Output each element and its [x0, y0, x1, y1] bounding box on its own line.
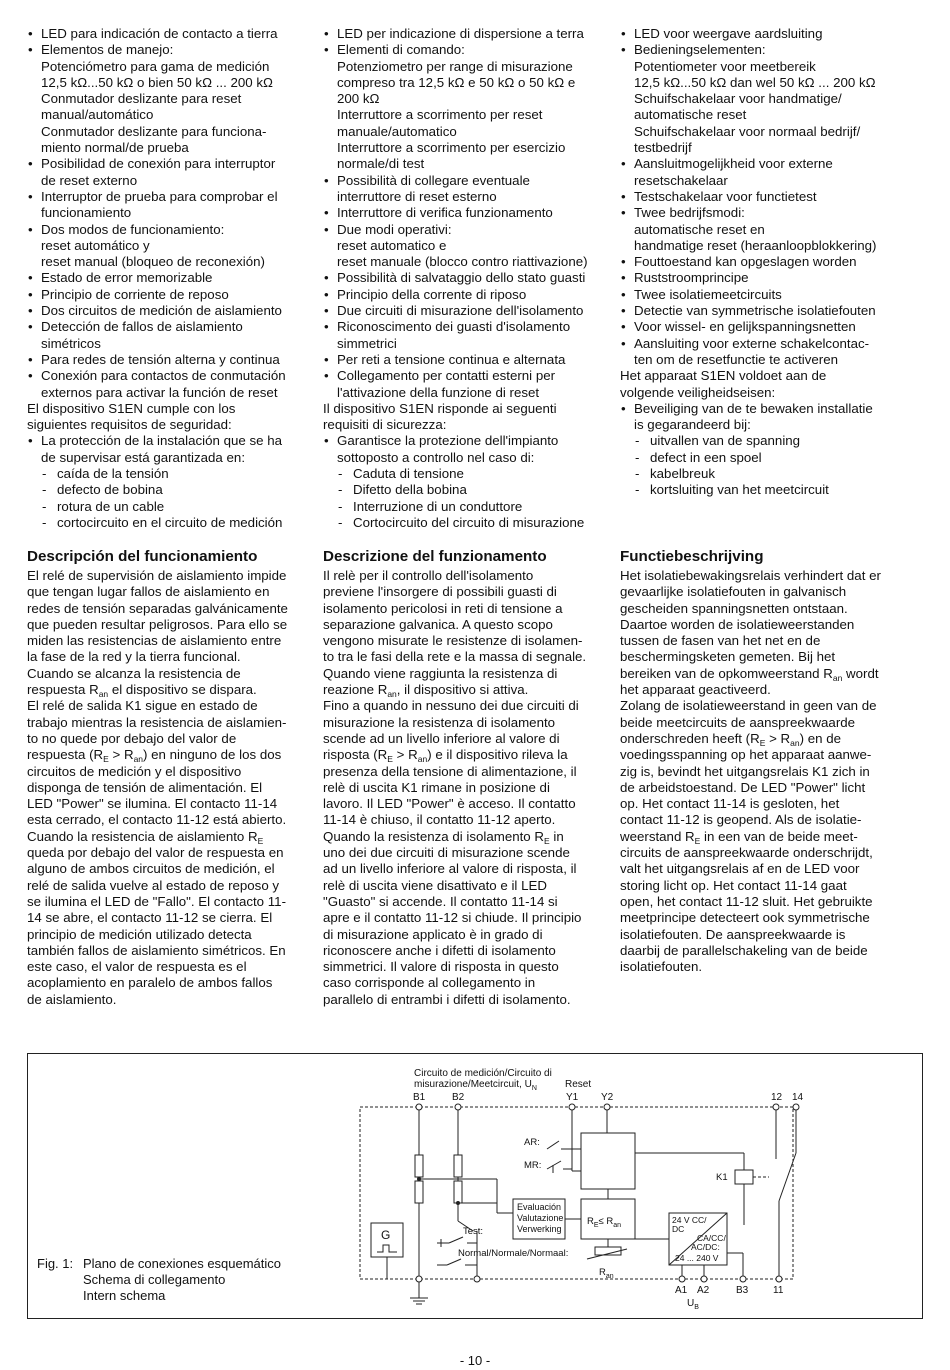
ar-label: AR: — [524, 1137, 540, 1148]
text-line: handmatige reset (heraanloopblokkering) — [634, 237, 877, 253]
text-line: - caída de la tensión — [57, 466, 169, 482]
text-line: • Due modi operativi: — [337, 221, 452, 237]
terminal-b3: B3 — [736, 1285, 749, 1296]
text-line: automatische reset en — [634, 221, 765, 237]
feature-bullet — [27, 42, 305, 156]
terminal-a1: A1 — [675, 1285, 688, 1296]
text-line: 12,5 kΩ...50 kΩ o bien 50 kΩ ... 200 kΩ — [41, 74, 273, 90]
heading-it: Descrizione del funzionamento — [323, 548, 547, 565]
text-line: • Possibilità di salvataggio dello stato guasti — [337, 270, 586, 286]
feature-bullet — [620, 254, 898, 270]
text-line: • Garantisce la protezione dell'impianto — [337, 433, 559, 449]
text-line: • Aansluitmogelijkheid voor externe — [634, 156, 833, 172]
feature-bullet — [620, 303, 898, 319]
text-line: l'attivazione della funzione di reset — [337, 384, 540, 400]
text-line: • Twee bedrijfsmodi: — [634, 205, 745, 221]
feature-bullet — [27, 222, 305, 271]
feature-bullet — [620, 270, 898, 286]
test-label: Test: — [463, 1226, 484, 1237]
psu-ac-label: 24 ... 240 V — [675, 1253, 719, 1263]
text-line: manuale/automatico — [337, 123, 457, 139]
text-line: • Per reti a tensione continua e alternata — [337, 351, 566, 367]
feature-bullet — [620, 156, 898, 189]
text-line: • LED per indicazione di dispersione a terra — [337, 26, 584, 41]
text-line: Schuifschakelaar voor normaal bedrijf/ — [634, 123, 861, 139]
text-line: • Para redes de tensión alterna y continua — [41, 351, 280, 367]
text-line: - kabelbreuk — [650, 466, 716, 482]
text-line: - Caduta di tensione — [353, 466, 464, 482]
text-line: Het apparaat S1EN voldoet aan de — [620, 368, 827, 384]
feature-bullet — [323, 319, 601, 352]
text-line: de supervisar está garantizada en: — [41, 449, 246, 465]
wiring-diagram — [27, 1053, 923, 1319]
reset-label: Reset — [565, 1079, 592, 1090]
requirement-dash-item — [620, 433, 898, 449]
text-line: resetschakelaar — [634, 172, 728, 188]
generator-label: G — [381, 1228, 391, 1242]
text-line: requisiti di sicurezza: — [323, 417, 447, 433]
text-line: sottoposto a controllo nel caso di: — [337, 449, 535, 465]
requirement-dash-item — [27, 499, 305, 515]
feature-bullet — [27, 303, 305, 319]
text-line: reset manuale (blocco contro riattivazione) — [337, 254, 588, 270]
measuring-circuit-label: Circuito de medición/Circuito di — [414, 1068, 552, 1079]
feature-bullet — [323, 222, 601, 271]
feature-bullet — [323, 433, 601, 466]
text-line: testbedrijf — [634, 140, 692, 156]
text-line: - Interruzione di un conduttore — [353, 498, 523, 514]
feature-bullet — [323, 303, 601, 319]
feature-bullet — [27, 433, 305, 466]
requirement-dash-item — [323, 482, 601, 498]
text-line: reset manual (bloqueo de reconexión) — [41, 254, 265, 270]
text-line: • Bedieningselementen: — [634, 42, 766, 58]
text-line: - cortocircuito en el circuito de medición — [57, 514, 283, 530]
description-es: El relé de supervisión de aislamiento impide que tengan lugar fallos de aislamiento en redes de tensión separadas galvánicamente que pueden resultar peligrosos. Para ello se miden las resistencias de aislamiento entre la fase de la red y la tierra funcional. Cuando se alcanza la resistencia de respuesta $R_{an}$ el dispositivo se dispara. El relé de salida K1 sigue en estado de trabajo mientras la resistencia de aislamien- to no quede por debajo del valor de respuesta $(R_E > R_{an})$ en ninguno de los dos circuitos de medición y el dispositivo disponga de tensión de alimentación. El LED "Power" se ilumina. El contacto 11-14 esta cerrado, el contacto 11-12 está abierto. Cuando la resistencia de aislamiento $R_E$ queda por debajo del valor de respuesta en alguno de ambos circuitos de medición, el relé de salida vuelve al estado de reposo y se ilumina el LED de "Fallo". El contacto 11- 14 se abre, el contacto 11-12 se cierra. El principio de medición utilizado detecta también fallos de aislamiento simétricos. En este caso, el valor de respuesta es el acoplamiento en paralelo de ambos fallos de aislamiento. — [27, 568, 288, 1007]
k1-coil — [735, 1170, 753, 1184]
text-line: is gegarandeerd bij: — [634, 417, 751, 433]
terminal-b2: B2 — [452, 1092, 465, 1103]
evaluation-label: Evaluación — [517, 1202, 562, 1212]
feature-text — [27, 401, 305, 434]
text-line: - kortsluiting van het meetcircuit — [650, 482, 829, 498]
terminal-11: 11 — [773, 1285, 784, 1296]
feature-bullet — [323, 270, 601, 286]
text-line: Il dispositivo S1EN risponde ai seguenti — [323, 400, 557, 416]
text-line: Conmutador deslizante para funciona- — [41, 123, 267, 139]
feature-bullet — [323, 352, 601, 368]
feature-bullet — [323, 173, 601, 206]
feature-bullet — [620, 336, 898, 369]
feature-bullet — [27, 368, 305, 401]
feature-bullet — [323, 26, 601, 42]
text-line: Potenciómetro para gama de medición — [41, 58, 270, 74]
normal-label: Normal/Normale/Normaal: — [458, 1248, 569, 1259]
text-line: El dispositivo S1EN cumple con los — [27, 400, 236, 416]
feature-bullet — [620, 26, 898, 42]
text-line: Potentiometer voor meetbereik — [634, 58, 816, 74]
text-line: • Ruststroomprincipe — [634, 270, 749, 286]
feature-bullet — [27, 270, 305, 286]
requirement-dash-item — [27, 515, 305, 531]
text-line: • Collegamento per contatti esterni per — [337, 368, 556, 384]
text-line: • La protección de la instalación que se ha — [41, 433, 282, 449]
text-line: ten om de resetfunctie te activeren — [634, 351, 838, 367]
text-line: • Conexión para contactos de conmutación — [41, 368, 286, 384]
ran-label: $R_{an}$ — [599, 1267, 614, 1280]
text-line: Schuifschakelaar voor handmatige/ — [634, 91, 842, 107]
feature-text — [620, 368, 898, 401]
text-line: • Possibilità di collegare eventuale — [337, 172, 530, 188]
psu-dc-label: DC — [672, 1224, 685, 1234]
figure-caption-line: Schema di collegamento — [83, 1272, 226, 1287]
text-line: • Interruttore di verifica funzionamento — [337, 205, 553, 221]
heading-es: Descripción del funcionamiento — [27, 548, 258, 565]
psu-ac-label: AC/DC: — [691, 1242, 720, 1252]
text-line: • Twee isolatiemeetcircuits — [634, 286, 782, 302]
terminal-b1: B1 — [413, 1092, 426, 1103]
text-line: • Aansluiting voor externe schakelcontac- — [634, 335, 870, 351]
feature-bullet — [27, 352, 305, 368]
figure-caption-label: Fig. 1: — [37, 1256, 74, 1271]
text-line: Potenziometro per range di misurazione — [337, 58, 573, 74]
text-line: • Fouttoestand kan opgeslagen worden — [634, 254, 857, 270]
psu-dc-label: 24 V CC/ — [672, 1215, 707, 1225]
text-line: volgende veiligheidseisen: — [620, 384, 776, 400]
feature-bullet — [620, 205, 898, 254]
text-line: • Interruptor de prueba para comprobar el — [41, 188, 278, 204]
ub-label: $U_B$ — [687, 1298, 699, 1311]
terminal-12: 12 — [771, 1092, 783, 1103]
text-line: • Detección de fallos de aislamiento — [41, 319, 243, 335]
psu-ac-label: CA/CC/ — [697, 1233, 726, 1243]
text-line: - rotura de un cable — [57, 498, 165, 514]
text-line: • LED para indicación de contacto a tierra — [41, 26, 278, 41]
feature-bullet — [620, 401, 898, 434]
text-line: - defect in een spoel — [650, 449, 762, 465]
k1-label: K1 — [716, 1172, 728, 1183]
figure-caption-line: Intern schema — [83, 1288, 166, 1303]
text-line: • Estado de error memorizable — [41, 270, 213, 286]
requirement-dash-item — [323, 499, 601, 515]
mr-label: MR: — [524, 1160, 542, 1171]
text-line: simétricos — [41, 335, 101, 351]
text-line: interruttore di reset esterno — [337, 188, 497, 204]
text-line: reset automatico e — [337, 237, 447, 253]
text-line: • Detectie van symmetrische isolatiefouten — [634, 303, 876, 319]
figure-caption-line: Plano de conexiones esquemático — [83, 1256, 282, 1271]
page-number: - 10 - — [459, 1353, 491, 1368]
text-line: - defecto de bobina — [57, 482, 163, 498]
text-line: 12,5 kΩ...50 kΩ dan wel 50 kΩ ... 200 kΩ — [634, 74, 876, 90]
terminal-a2: A2 — [697, 1285, 710, 1296]
text-line: reset automático y — [41, 237, 150, 253]
terminal-14: 14 — [792, 1092, 804, 1103]
b1-branch — [415, 1110, 423, 1279]
text-line: • Dos circuitos de medición de aislamiento — [41, 303, 282, 319]
text-line: 200 kΩ — [337, 91, 380, 107]
text-line: normale/di test — [337, 156, 425, 172]
feature-bullet — [620, 42, 898, 156]
requirement-dash-item — [323, 515, 601, 531]
text-line: • Voor wissel- en gelijkspanningsnetten — [634, 319, 856, 335]
text-line: manual/automático — [41, 107, 154, 123]
text-line: - Difetto della bobina — [353, 482, 467, 498]
feature-bullet — [27, 287, 305, 303]
terminal-y1: Y1 — [566, 1092, 579, 1103]
text-line: • Riconoscimento dei guasti d'isolamento — [337, 319, 571, 335]
text-line: Conmutador deslizante para reset — [41, 91, 242, 107]
text-line: • Beveiliging van de te bewaken installatie — [634, 400, 873, 416]
text-line: - Cortocircuito del circuito di misurazione — [353, 514, 585, 530]
text-line: de reset externo — [41, 172, 138, 188]
feature-bullet — [620, 189, 898, 205]
text-line: • Elementi di comando: — [337, 42, 465, 58]
text-line: • Principio de corriente de reposo — [41, 286, 229, 302]
text-line: miento normal/de prueba — [41, 140, 189, 156]
feature-bullet — [27, 156, 305, 189]
heading-nl: Functiebeschrijving — [620, 548, 764, 565]
text-line: • Testschakelaar voor functietest — [634, 188, 817, 204]
feature-bullet — [323, 287, 601, 303]
feature-text — [323, 401, 601, 434]
requirement-dash-item — [27, 466, 305, 482]
measuring-circuit-label: misurazione/Meetcircuit, $U_N$ — [414, 1079, 537, 1092]
text-line: - uitvallen van de spanning — [650, 433, 801, 449]
feature-bullet — [323, 42, 601, 172]
text-line: externos para activar la función de reset — [41, 384, 278, 400]
feature-bullet — [620, 319, 898, 335]
logic-box — [581, 1133, 635, 1189]
evaluation-label: Verwerking — [517, 1224, 562, 1234]
text-line: • Due circuiti di misurazione dell'isolamento — [337, 303, 584, 319]
feature-bullet — [27, 26, 305, 42]
text-line: • Dos modos de funcionamiento: — [41, 221, 225, 237]
features-nl — [620, 26, 898, 499]
feature-bullet — [323, 368, 601, 401]
description-it: Il relè per il controllo dell'isolamento previene l'insorgere di possibili guasti di isolamento pericolosi in reti di tensione a separazione galvanica. A questo scopo vengono misurate le resistenze di isolamen- to tra le fasi della rete e la massa di segnale. Quando viene raggiunta la resistenza di reazione $R_{an}$, il dispositivo si attiva. Fino a quando in nessuno dei due circuiti di misurazione la resistenza di isolamento scende ad un livello inferiore al valore di risposta $(R_E > R_{an})$ e il dispositivo rileva la presenza della tensione di alimentazione, il relè di uscita K1 rimane in posizione di lavoro. Il LED "Power" è acceso. Il contatto 11-14 è chiuso, il contatto 11-12 aperto. Quando la resistenza di isolamento $R_E$ in uno dei due circuiti di misurazione scende ad un livello inferiore al valore di risposta, il relè di uscita viene disattivato e il LED "Guasto" si accende. Il contatto 11-14 si apre e il contatto 11-12 si chiude. Il principio di misurazione applicato è in grado di riconoscere anche i difetti di isolamento simmetrici. Il valore di risposta in questo caso corrisponde al collegamento in parallelo di entrambi i difetti di isolamento. — [323, 568, 587, 1007]
feature-bullet — [27, 319, 305, 352]
text-line: • Posibilidad de conexión para interruptor — [41, 156, 276, 172]
evaluation-label: Valutazione — [517, 1213, 564, 1223]
terminal-y2: Y2 — [601, 1092, 614, 1103]
text-line: simmetrici — [337, 335, 397, 351]
features-es — [27, 26, 305, 531]
feature-bullet — [27, 189, 305, 222]
text-line: funcionamiento — [41, 205, 132, 221]
requirement-dash-item — [323, 466, 601, 482]
text-line: • LED voor weergave aardsluiting — [634, 26, 823, 41]
features-it — [323, 26, 601, 531]
text-line: • Principio della corrente di riposo — [337, 286, 527, 302]
requirement-dash-item — [620, 466, 898, 482]
description-nl: Het isolatiebewakingsrelais verhindert dat er gevaarlijke isolatiefouten in galvanisch gescheiden spanningsnetten ontstaan. Daartoe worden de isolatieweerstanden tussen de fasen van het net en de beschermingsketen gemeten. Bij het bereiken van de opkomweerstand $R_{an}$ wordt het apparaat geactiveerd. Zolang de isolatieweerstand in geen van de beide meetcircuits de aanspreekwaarde onderschreden heeft $(R_E > R_{an})$ en de voedingsspanning op het apparaat aanwe- zig is, bevindt het uitgangsrelais K1 zich in de arbeidstoestand. De LED "Power" licht op. Het contact 11-14 is gesloten, het contact 11-12 is geopend. Als de isolatie- weerstand $R_E$ in een van de beide meet- circuits de aanspreekwaarde onderschrijdt, valt het uitgangsrelais af en de LED voor storing licht op. Het contact 11-14 gaat open, het contact 11-12 sluit. Het gebruikte meetprincipe detecteert ook symmetrische isolatiefouten. De aanspreekwaarde is daarbij de parallelschakeling van de beide isolatiefouten. — [620, 568, 881, 975]
text-line: automatische reset — [634, 107, 747, 123]
text-line: siguientes requisitos de seguridad: — [27, 417, 232, 433]
text-line: • Elementos de manejo: — [41, 42, 174, 58]
feature-bullet — [620, 287, 898, 303]
threshold-label: $R_E\le R_{an}$ — [587, 1216, 622, 1229]
requirement-dash-item — [620, 450, 898, 466]
requirement-dash-item — [27, 482, 305, 498]
text-line: compreso tra 12,5 kΩ e 50 kΩ o 50 kΩ e — [337, 74, 576, 90]
text-line: Interruttore a scorrimento per reset — [337, 107, 543, 123]
text-line: Interruttore a scorrimento per esercizio — [337, 140, 566, 156]
ar-mr-switches — [547, 1141, 581, 1173]
feature-bullet — [323, 205, 601, 221]
requirement-dash-item — [620, 482, 898, 498]
